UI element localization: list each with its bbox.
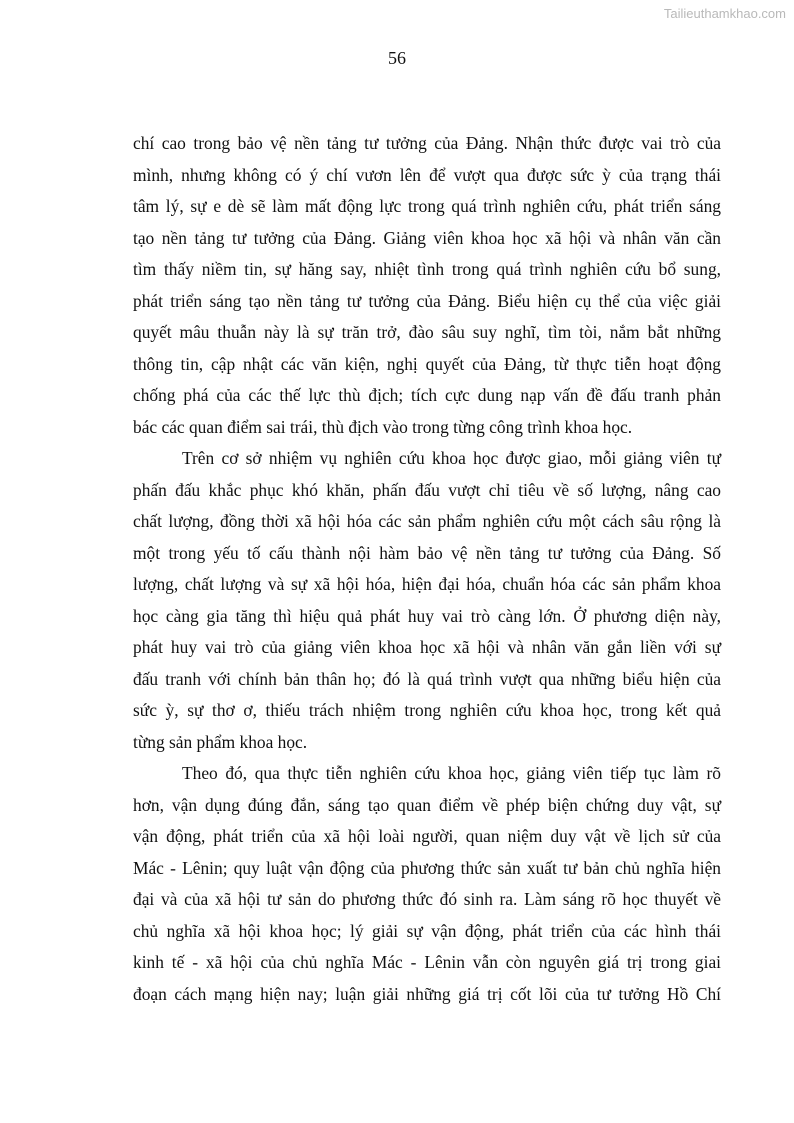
text-line: lượng, chất lượng và sự xã hội hóa, hiện đại hóa, chuẩn hóa các sản phẩm khoa: [133, 574, 721, 594]
text-line: phấn đấu khắc phục khó khăn, phấn đấu vượt chỉ tiêu về số lượng, nâng cao: [133, 479, 721, 500]
text-line: đoạn cách mạng hiện nay; luận giải những giá trị cốt lõi của tư tưởng Hồ Chí: [133, 983, 721, 1004]
paragraph: [133, 443, 721, 758]
text-line: vận động, phát triển của xã hội loài người, quan niệm duy vật về lịch sử của: [133, 826, 721, 846]
body-text: [133, 128, 721, 1010]
text-line: học càng gia tăng thì hiệu quả phát huy vai trò càng lớn. Ở phương diện này,: [133, 605, 721, 626]
text-line: tìm thấy niềm tin, sự hăng say, nhiệt tình trong quá trình nghiên cứu bổ sung,: [133, 259, 721, 279]
text-line: phát huy vai trò của giảng viên khoa học xã hội và nhân văn gắn liền với sự: [133, 637, 721, 657]
text-line: bác các quan điểm sai trái, thù địch vào trong từng công trình khoa học.: [133, 416, 633, 437]
text-line: Mác - Lênin; quy luật vận động của phương thức sản xuất tư bản chủ nghĩa hiện: [133, 857, 721, 878]
text-line: từng sản phẩm khoa học.: [133, 731, 308, 752]
text-line: phát triển sáng tạo nền tảng tư tưởng của Đảng. Biểu hiện cụ thể của việc giải: [133, 290, 721, 311]
text-line: tạo nền tảng tư tưởng của Đảng. Giảng viên khoa học xã hội và nhân văn cần: [133, 227, 721, 248]
text-line: đấu tranh với chính bản thân họ; đó là quá trình vượt qua những biểu hiện của: [133, 668, 721, 689]
text-line: mình, nhưng không có ý chí vươn lên để vượt qua được sức ỳ của trạng thái: [133, 164, 721, 185]
text-line: sức ỳ, sự thơ ơ, thiếu trách nhiệm trong nghiên cứu khoa học, trong kết quả: [133, 700, 721, 720]
text-line: chí cao trong bảo vệ nền tảng tư tưởng của Đảng. Nhận thức được vai trò của: [133, 133, 721, 153]
text-line: đại và của xã hội tư sản do phương thức đó sinh ra. Làm sáng rõ học thuyết về: [133, 889, 721, 909]
page-number: 56: [388, 48, 406, 68]
text-line: hơn, vận dụng đúng đắn, sáng tạo quan điểm về phép biện chứng duy vật, sự: [133, 794, 721, 815]
text-line: tâm lý, sự e dè sẽ làm mất động lực trong quá trình nghiên cứu, phát triển sáng: [133, 196, 721, 216]
text-line: chống phá của các thế lực thù địch; tích cực dung nạp vấn đề đấu tranh phản: [133, 385, 721, 405]
text-line: kinh tế - xã hội của chủ nghĩa Mác - Lênin vẫn còn nguyên giá trị trong giai: [133, 952, 721, 972]
paragraph: [133, 128, 721, 443]
paragraph: [133, 758, 721, 1010]
text-line: Theo đó, qua thực tiễn nghiên cứu khoa học, giảng viên tiếp tục làm rõ: [182, 763, 721, 783]
text-line: Trên cơ sở nhiệm vụ nghiên cứu khoa học được giao, mỗi giảng viên tự: [182, 448, 721, 468]
watermark: Tailieuthamkhao.com: [663, 6, 786, 21]
text-line: quyết mâu thuẫn này là sự trăn trở, đào sâu suy nghĩ, tìm tòi, nắm bắt những: [133, 322, 721, 342]
text-line: một trong yếu tố cấu thành nội hàm bảo vệ nền tảng tư tưởng của Đảng. Số: [133, 542, 721, 563]
text-line: chất lượng, đồng thời xã hội hóa các sản phẩm nghiên cứu một cách sâu rộng là: [133, 511, 721, 531]
text-line: chủ nghĩa xã hội khoa học; lý giải sự vận động, phát triển của các hình thái: [133, 920, 721, 941]
text-line: thông tin, cập nhật các văn kiện, nghị quyết của Đảng, từ thực tiễn hoạt động: [133, 353, 721, 374]
